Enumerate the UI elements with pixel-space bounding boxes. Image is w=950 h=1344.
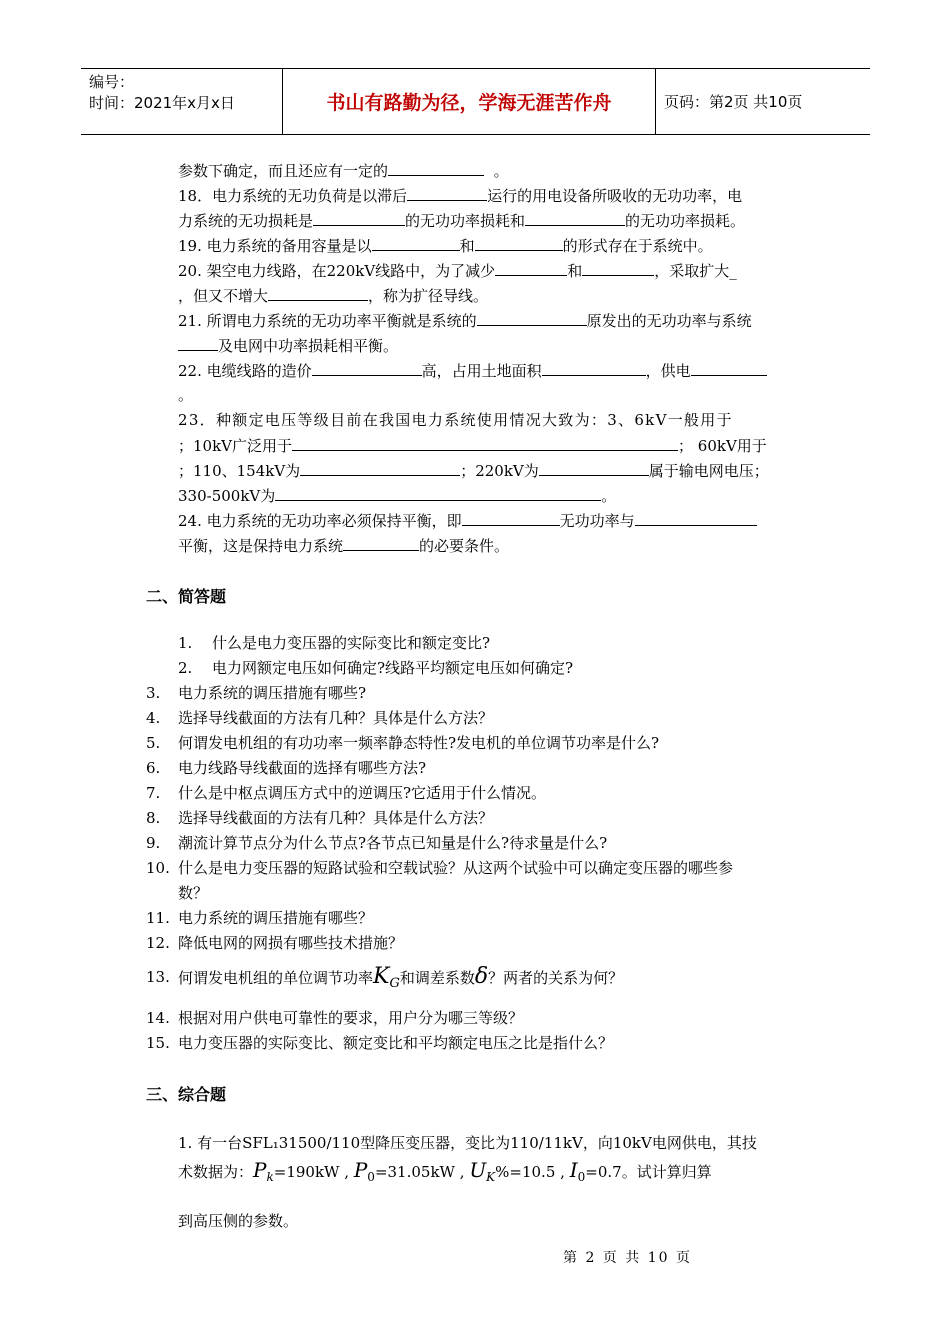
- question-number: 5.: [146, 734, 161, 752]
- fill-line: 18．电力系统的无功负荷是以滞后 运行的用电设备所吸收的无功功率，电: [178, 187, 743, 205]
- fill-line: 参数下确定，而且还应有一定的 。: [178, 162, 509, 180]
- fill-line: 。: [178, 386, 194, 404]
- question-text: 降低电网的网损有哪些技术措施？: [178, 934, 404, 952]
- question-text: 选择导线截面的方法有几种？具体是什么方法？: [178, 709, 494, 727]
- problem-text: 到高压侧的参数。: [178, 1212, 299, 1230]
- question-number: 12.: [146, 934, 170, 952]
- fill-line: 23．种额定电压等级目前在我国电力系统使用情况大致为：3、6kV一般用于: [178, 411, 733, 429]
- question-text: 电力线路导线截面的选择有哪些方法?: [178, 759, 427, 777]
- header-motto: 书山有路勤为径，学海无涯苦作舟: [282, 69, 656, 134]
- question-text: 根据对用户供电可靠性的要求，用户分为哪三等级？: [178, 1009, 524, 1027]
- delta-symbol: δ: [474, 964, 489, 989]
- question-number: 11.: [146, 909, 170, 927]
- question-number: 3.: [146, 684, 161, 702]
- question-text: 电力系统的调压措施有哪些？: [178, 909, 374, 927]
- question-number: 14.: [146, 1009, 170, 1027]
- fill-line: ；110、154kV为 ；220kV为 属于输电网电压；: [178, 462, 769, 480]
- section-title: 二、简答题: [146, 587, 227, 606]
- question-number: 8.: [146, 809, 161, 827]
- question-text: 选择导线截面的方法有几种？具体是什么方法？: [178, 809, 494, 827]
- question-text: 电力系统的调压措施有哪些?: [178, 684, 367, 702]
- question-number: 6.: [146, 759, 161, 777]
- question-text: 何谓发电机组的有功功率一频率静态特性?发电机的单位调节功率是什么?: [178, 734, 660, 752]
- question-text: 什么是电力变压器的实际变比和额定变比?: [212, 634, 491, 652]
- fill-line: ；10kV广泛用于 ； 60kV用于: [178, 437, 767, 455]
- section-title: 三、综合题: [146, 1085, 227, 1104]
- problem-data-line: 术数据为：$P_k=190kW$ , $P_0=31.05kW$ , $U_K\%=10.5$ , $I_0=0.7$。试计算归算: [178, 1158, 712, 1184]
- fill-line: 24. 电力系统的无功功率必须保持平衡，即 无功功率与: [178, 510, 808, 531]
- fill-line: 330-500kV为 。: [178, 487, 617, 505]
- question-text: 什么是中枢点调压方式中的逆调压?它适用于什么情况。: [178, 784, 547, 802]
- question-text: 何谓发电机组的单位调节功率$K_G$和调差系数δ？两者的关系为何？: [178, 964, 624, 991]
- fill-line: 20. 架空电力线路，在220kV线路中，为了减少 和 ，采取扩大_: [178, 262, 737, 280]
- page-header: [81, 68, 870, 135]
- question-text: 潮流计算节点分为什么节点?各节点已知量是什么?待求量是什么?: [178, 834, 608, 852]
- question-number: 15.: [146, 1034, 170, 1052]
- question-text: 电力变压器的实际变比、额定变比和平均额定电压之比是指什么？: [178, 1034, 614, 1052]
- question-number: 7.: [146, 784, 161, 802]
- fill-line: ，但又不增大 ，称为扩径导线。: [178, 287, 489, 305]
- problem-text: 1. 有一台SFL₁31500/110型降压变压器，变比为110/11kV，向10kV电网供电，其技: [178, 1134, 757, 1152]
- fill-line: 21. 所谓电力系统的无功功率平衡就是系统的 原发出的无功功率与系统: [178, 312, 752, 330]
- question-number: 4.: [146, 709, 161, 727]
- fill-line: 19. 电力系统的备用容量是以 和 的形式存在于系统中。: [178, 237, 713, 255]
- question-text: 数？: [178, 884, 209, 902]
- kg-symbol: K: [373, 964, 390, 989]
- header-left-cell: [81, 69, 282, 134]
- question-text: 什么是电力变压器的短路试验和空载试验？从这两个试验中可以确定变压器的哪些参: [178, 859, 734, 877]
- fill-line: 力系统的无功损耗是 的无功功率损耗和 的无功功率损耗。: [178, 212, 746, 230]
- fill-line: 22. 电缆线路的造价 高，占用土地面积 ，供电: [178, 360, 808, 381]
- fill-line: 及电网中功率损耗相平衡。: [178, 335, 808, 356]
- fill-line: 平衡，这是保持电力系统 的必要条件。: [178, 537, 510, 555]
- question-number: 13.: [146, 968, 170, 986]
- number-label: 编号：: [89, 73, 135, 91]
- page-footer: 第 2 页 共 10 页: [563, 1250, 692, 1266]
- date-label: 时间：2021年x月x日: [89, 94, 235, 112]
- question-number: 9.: [146, 834, 161, 852]
- question-number: 2.: [178, 659, 193, 677]
- question-number: 10.: [146, 859, 170, 877]
- question-number: 1.: [178, 634, 193, 652]
- question-text: 电力网额定电压如何确定?线路平均额定电压如何确定?: [212, 659, 574, 677]
- header-page-info: 页码：第2页 共10页: [664, 93, 803, 111]
